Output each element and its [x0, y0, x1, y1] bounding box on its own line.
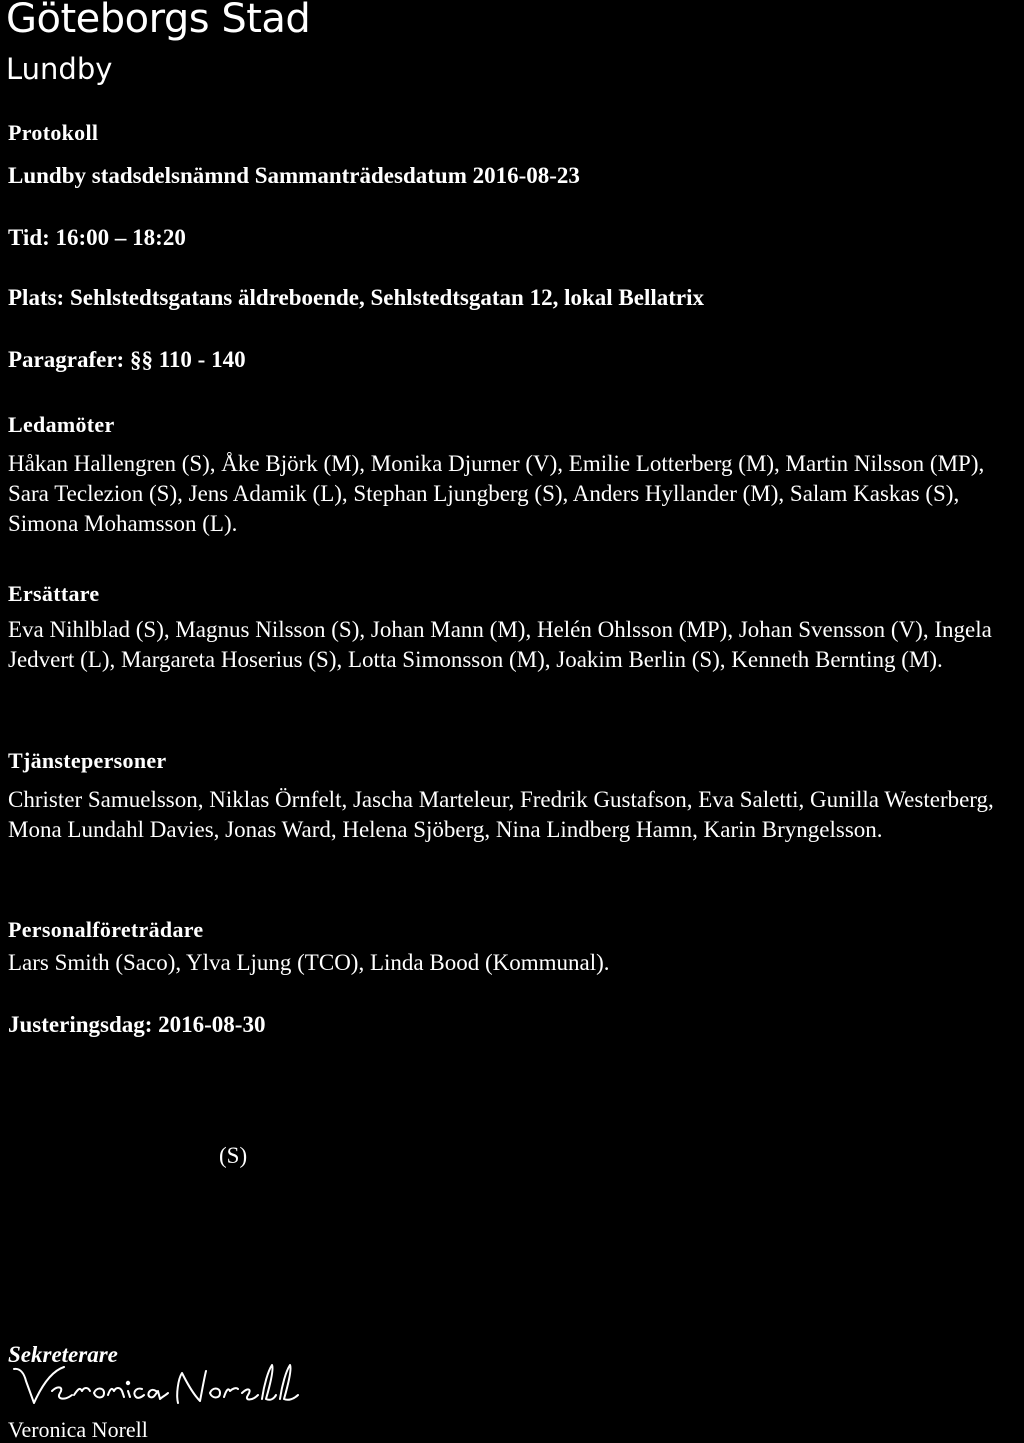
- section-text-personal: Lars Smith (Saco), Ylva Ljung (TCO), Linda Bood (Kommunal).: [8, 950, 610, 975]
- section-text-ersattare: Eva Nihlblad (S), Magnus Nilsson (S), Johan Mann (M), Helén Ohlsson (MP), Johan Svensson (V), Ingela Jedvert (L), Margareta Hoserius (S), Lotta Simonsson (M), Joakim Berlin (S), Kenneth Bernting (M).: [8, 617, 992, 672]
- doc-type: Protokoll: [8, 120, 99, 145]
- justering-date: Justeringsdag: 2016-08-30: [8, 1012, 266, 1037]
- handwritten-signature: [0, 1355, 340, 1417]
- section-label-personal: Personalföreträdare: [8, 917, 204, 942]
- meeting-time: Tid: 16:00 – 18:20: [8, 225, 186, 250]
- section-text-ledamoter: Håkan Hallengren (S), Åke Björk (M), Monika Djurner (V), Emilie Lotterberg (M), Martin Nilsson (MP), Sara Teclezion (S), Jens Adamik (L), Stephan Ljungberg (S), Anders Hyllander (M), Salam Kaskas (S), Simona Mohamsson (L).: [8, 451, 985, 536]
- org-district: Lundby: [6, 52, 113, 86]
- meeting-line: Lundby stadsdelsnämnd Sammanträdesdatum 2016-08-23: [8, 163, 580, 188]
- section-label-ersattare: Ersättare: [8, 581, 100, 606]
- section-label-tjanstepersoner: Tjänstepersoner: [8, 748, 167, 773]
- signature-party: (S): [219, 1143, 248, 1168]
- org-name: Göteborgs Stad: [6, 0, 311, 42]
- section-text-tjanstepersoner: Christer Samuelsson, Niklas Örnfelt, Jascha Marteleur, Fredrik Gustafson, Eva Saletti, Gunilla Westerberg, Mona Lundahl Davies, Jonas Ward, Helena Sjöberg, Nina Lindberg Hamn, Karin Bryngelsson.: [8, 787, 994, 842]
- section-label-ledamoter: Ledamöter: [8, 412, 115, 437]
- meeting-place: Plats: Sehlstedtsgatans äldreboende, Sehlstedtsgatan 12, lokal Bellatrix: [8, 285, 704, 310]
- signature-role: Sekreterare: [8, 1342, 118, 1367]
- signature-name: Veronica Norell: [8, 1417, 148, 1442]
- paragraph-range: Paragrafer: §§ 110 - 140: [8, 347, 246, 372]
